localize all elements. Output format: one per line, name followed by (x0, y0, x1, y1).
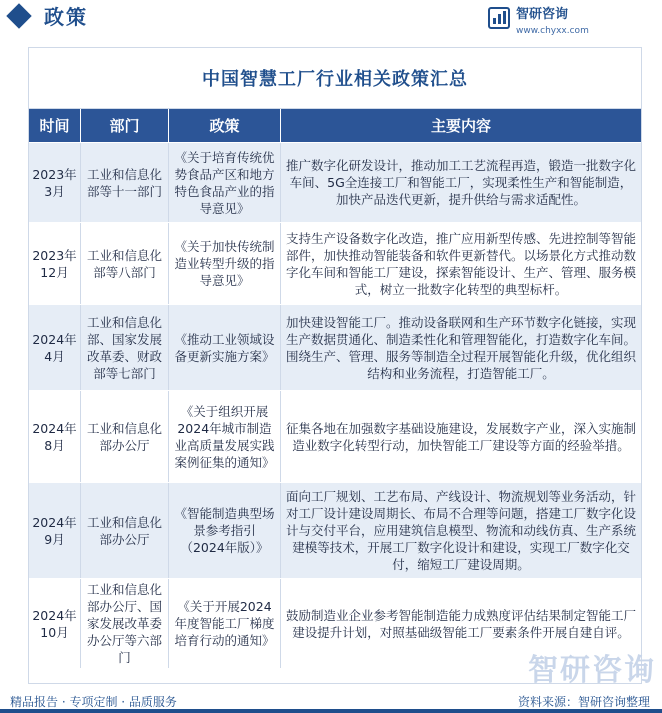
diamond-icon (6, 3, 31, 28)
cell-dept: 工业和信息化部等八部门 (81, 223, 169, 304)
brand-logo-icon (488, 7, 510, 29)
cell-dept: 工业和信息化部、国家发展改革委、财政部等七部门 (81, 305, 169, 390)
cell-policy: 《智能制造典型场景参考指引（2024年版）》 (169, 483, 281, 578)
cell-dept: 工业和信息化部办公厅 (81, 391, 169, 482)
table-header-row (29, 108, 641, 142)
page-header (0, 0, 662, 40)
table-row (29, 142, 641, 222)
bottom-bar (0, 709, 662, 713)
cell-time: 2024年9月 (29, 483, 81, 578)
table-row (29, 222, 641, 304)
brand-logo (478, 6, 648, 40)
cell-content: 加快建设智能工厂。推动设备联网和生产环节数字化链接，实现生产数据贯通化、制造柔性化和管理智能化，打造数字化车间。围绕生产、管理、服务等制造全过程开展智能化升级，优化组织结构和业务流程，打造智能工厂。 (285, 314, 636, 381)
table-title: 中国智慧工厂行业相关政策汇总 (202, 69, 468, 90)
watermark-logo: 智研咨询 (528, 653, 656, 688)
cell-content: 面向工厂规划、工艺布局、产线设计、物流规划等业务活动，针对工厂设计建设周期长、布局不合理等问题，搭建工厂数字化设计与交付平台，应用建筑信息模型、物流和动线仿真、生产系统建模等技术，开展工厂数字化设计和建设，实现工厂数字化交付，缩短工厂建设周期。 (285, 489, 636, 572)
table-row (29, 304, 641, 390)
cell-policy: 《关于开展2024年度智能工厂梯度培育行动的通知》 (169, 579, 281, 668)
cell-policy: 《关于培育传统优势食品产区和地方特色食品产业的指导意见》 (169, 143, 281, 222)
footer-tagline: 精品报告 · 专项定制 · 品质服务 (10, 695, 177, 709)
cell-time: 2024年4月 (29, 305, 81, 390)
cell-dept: 工业和信息化部办公厅、国家发展改革委办公厅等六部门 (81, 579, 169, 668)
footer-source: 资料来源：智研咨询整理 (517, 695, 650, 709)
cell-content: 鼓励制造业企业参考智能制造能力成熟度评估结果制定智能工厂建设提升计划，对照基础级智能工厂要素条件开展自建自评。 (285, 607, 636, 640)
column-header-content: 主要内容 (430, 117, 491, 135)
policy-table (28, 47, 642, 684)
cell-content: 支持生产设备数字化改造，推广应用新型传感、先进控制等智能部件，加快推动智能装备和软件更新替代。以场景化方式推动数字化车间和智能工厂建设，探索智能设计、生产、管理、服务模式，树立一批数字化转型的典型标杆。 (285, 230, 636, 297)
cell-policy: 《关于组织开展2024年城市制造业高质量发展实践案例征集的通知》 (169, 391, 281, 482)
cell-policy: 《关于加快传统制造业转型升级的指导意见》 (169, 223, 281, 304)
cell-time: 2023年12月 (29, 223, 81, 304)
section-title: 政策 (44, 5, 88, 29)
column-header-policy: 政策 (169, 109, 281, 142)
column-header-time: 时间 (29, 109, 81, 142)
brand-name: 智研咨询 (516, 7, 569, 22)
table-row (29, 390, 641, 482)
brand-url: www.chyxx.com (516, 26, 589, 36)
table-row (29, 482, 641, 578)
cell-time: 2023年3月 (29, 143, 81, 222)
cell-dept: 工业和信息化部办公厅 (81, 483, 169, 578)
cell-policy: 《推动工业领域设备更新实施方案》 (169, 305, 281, 390)
cell-content: 征集各地在加强数字基础设施建设，发展数字产业，深入实施制造业数字化转型行动，加快智能工厂建设等方面的经验举措。 (285, 420, 636, 453)
cell-time: 2024年8月 (29, 391, 81, 482)
cell-time: 2024年10月 (29, 579, 81, 668)
cell-dept: 工业和信息化部等十一部门 (81, 143, 169, 222)
cell-content: 推广数字化研发设计，推动加工工艺流程再造，锻造一批数字化车间、5G全连接工厂和智能工厂，实现柔性生产和智能制造，加快产品迭代更新，提升供给与需求适配性。 (285, 158, 636, 207)
column-header-dept: 部门 (81, 109, 169, 142)
